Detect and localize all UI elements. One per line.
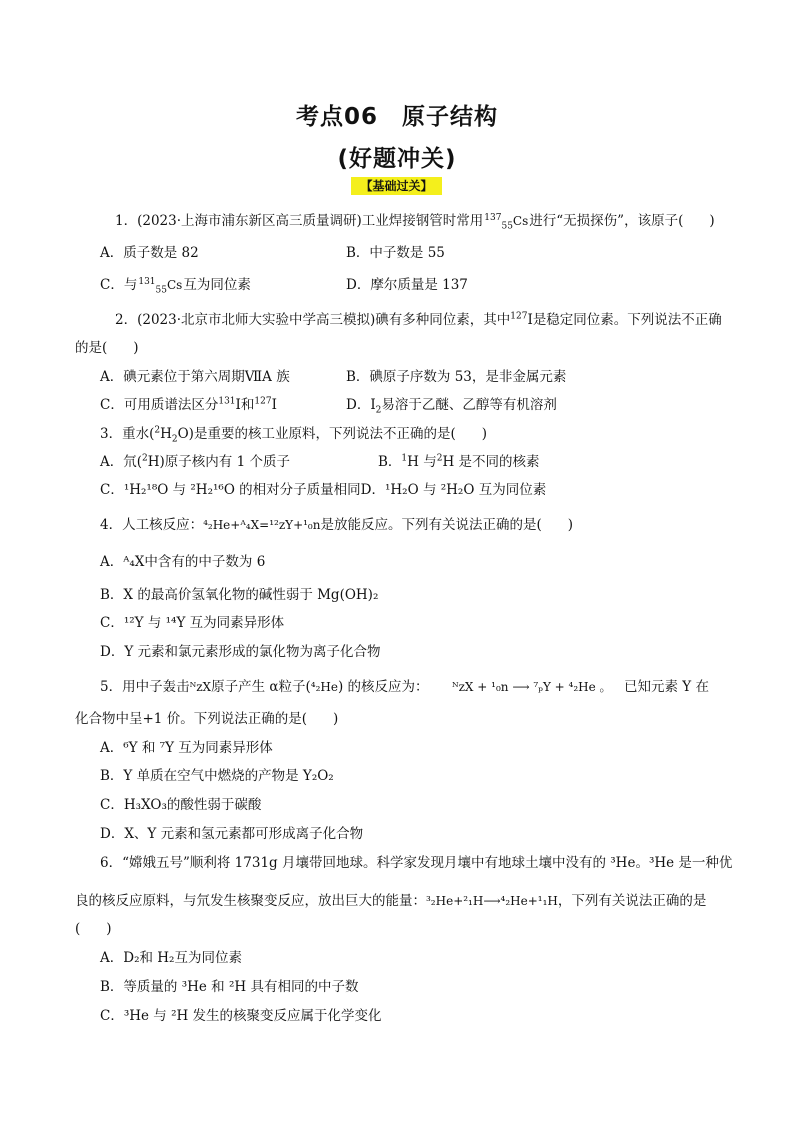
q3-b-sup-1: 1	[401, 453, 408, 464]
q3-option-a-text: A．氘(	[100, 454, 143, 470]
q4-option-c[interactable]: C．¹²Y 与 ¹⁴Y 互为同素异形体	[100, 615, 285, 631]
section-tag: 【基础过关】	[351, 177, 442, 195]
q6-open: (	[75, 921, 81, 937]
q6-close: )	[106, 921, 112, 937]
q3-option-b[interactable]	[378, 453, 540, 471]
q5-isotope-he: ⁴₂He	[310, 680, 338, 694]
q4-option-d[interactable]: D．Y 元素和氯元素形成的氯化物为离子化合物	[100, 644, 381, 660]
q5-option-b[interactable]: B．Y 单质在空气中燃烧的产物是 Y₂O₂	[100, 768, 334, 784]
q1-option-c[interactable]	[100, 276, 251, 294]
q2-c-symbol-2: I	[271, 397, 277, 413]
q3-stem-text: 3．重水(	[100, 426, 155, 442]
q5-option-c[interactable]: C．H₃XO₃的酸性弱于碳酸	[100, 797, 262, 813]
q1-option-a[interactable]: A．质子数是 82	[100, 245, 199, 261]
q4-stem	[100, 516, 573, 534]
q3-option-a[interactable]	[100, 453, 290, 471]
q1-isotope	[484, 212, 528, 230]
q5-isotope-x: ᴺᴢX	[189, 680, 212, 694]
q6-option-c[interactable]: C．³He 与 ²H 发生的核聚变反应属于化学变化	[100, 1008, 382, 1024]
q5-option-a[interactable]: A．⁶Y 和 ⁷Y 互为同素异形体	[100, 740, 273, 756]
q3-stem-h: H	[160, 426, 172, 442]
q4-close: )	[567, 517, 574, 533]
q3-stem-text-2: O)是重要的核工业原料，下列说法不正确的是(	[177, 426, 456, 442]
q2-stem-text-3: 的是(	[75, 340, 108, 356]
q1-option-c-text: C．与	[100, 277, 138, 293]
q2-option-c-text: C．可用质谱法区分	[100, 397, 219, 413]
q2-option-c[interactable]	[100, 396, 277, 414]
page-title: 考点06 原子结构	[295, 104, 498, 130]
q2-c-and: 和	[240, 397, 255, 413]
q1-c-mass: 131	[138, 277, 156, 287]
q4-option-b[interactable]: B．X 的最高价氢氧化物的碱性弱于 Mg(OH)₂	[100, 587, 379, 603]
q3-option-b-text-2: H 与	[407, 454, 437, 470]
q3-option-a-text-2: H)原子核内有 1 个质子	[147, 454, 290, 470]
q4-option-a[interactable]: A．ᴬ₄X中含有的中子数为 6	[100, 554, 266, 570]
q5-close: )	[332, 711, 339, 727]
q3-close: )	[481, 426, 487, 442]
q2-iso-mass: 127	[510, 311, 528, 322]
q5-stem-text: 5．用中子轰击	[100, 679, 190, 695]
q6-option-b[interactable]: B．等质量的 ³He 和 ²H 具有相同的中子数	[100, 979, 359, 995]
q2-option-d[interactable]	[346, 396, 557, 414]
q2-option-d-text: D．I	[346, 397, 376, 413]
q2-option-d-text-2: 易溶于乙醚、乙醇等有机溶剂	[381, 397, 557, 413]
q5-stem	[100, 678, 429, 696]
q6-stem: 6．“嫦娥五号”顺利将 1731g 月壤带回地球。科学家发现月壤中有地球土壤中没有的 ³He。³He 是一种优	[100, 855, 733, 871]
q3-option-c-d[interactable]: C．¹H₂¹⁸O 与 ²H₂¹⁶O 的相对分子质量相同D．¹H₂O 与 ²H₂O 互为同位素	[100, 482, 547, 498]
q1-option-c-isotope	[138, 276, 182, 294]
q6-stem-text-3: ，下列有关说法正确的是	[557, 893, 707, 909]
q6-equation: ³₂He+²₁H⟶⁴₂He+¹₁H	[426, 894, 558, 908]
q2-d-sub: 2	[375, 405, 382, 416]
q2-iso-symbol: I	[527, 312, 533, 328]
q4-equation: ⁴₂He+ᴬ₄X=¹²ᴢY+¹₀n	[203, 518, 321, 532]
q6-stem-cont-2	[75, 920, 112, 938]
q6-stem-text-2: 良的核反应原料，与氘发生核聚变反应，放出巨大的能量：	[75, 893, 426, 909]
q3-option-b-text-3: H 是不同的核素	[442, 454, 540, 470]
q3-b-sup-2: 2	[436, 453, 443, 464]
q6-option-a[interactable]: A．D₂和 H₂互为同位素	[100, 950, 242, 966]
q2-stem-cont	[75, 339, 139, 357]
q5-equation	[452, 678, 612, 696]
q1-c-z: 55	[155, 285, 167, 296]
q5-stem-text-4: 化合物中呈+1 价。下列说法正确的是(	[75, 711, 307, 727]
q1-stem	[115, 212, 715, 230]
q5-stem-text-3: ) 的核反应为：	[337, 679, 429, 695]
q5-stem-cont	[75, 710, 338, 728]
q3-a-sup: 2	[142, 453, 148, 464]
page-subtitle: (好题冲关)	[337, 146, 457, 172]
q1-option-d[interactable]: D．摩尔质量是 137	[346, 277, 468, 293]
q5-equation-text: ᴺᴢX + ¹₀n ⟶ ⁷ₚY + ⁴₂He 。	[452, 680, 612, 694]
q2-close: )	[133, 340, 139, 356]
q3-stem-sup: 2	[154, 425, 161, 436]
q2-stem	[115, 311, 722, 329]
q1-stem-text: 1．(2023·上海市浦东新区高三质量调研)工业焊接钢管时常用	[115, 213, 484, 229]
q2-option-b[interactable]: B．碘原子序数为 53，是非金属元素	[346, 369, 567, 385]
q1-option-b[interactable]: B．中子数是 55	[346, 245, 445, 261]
q4-stem-text: 4．人工核反应：	[100, 517, 204, 533]
q2-c-mass-1: 131	[218, 396, 236, 407]
q1-close: )	[709, 213, 715, 229]
q5-option-d[interactable]: D．X、Y 元素和氢元素都可形成离子化合物	[100, 826, 364, 842]
q2-stem-text: 2．(2023·北京市北师大实验中学高三模拟)碘有多种同位素，其中	[115, 312, 511, 328]
q3-stem	[100, 425, 487, 443]
q5-stem-text-2: 原子产生 α粒子(	[211, 679, 311, 695]
q1-c-symbol: Cs	[166, 278, 183, 292]
q2-c-mass-2: 127	[254, 396, 272, 407]
q1-option-c-text-2: 互为同位素	[183, 277, 251, 293]
q4-stem-text-2: 是放能反应。下列有关说法正确的是(	[320, 517, 542, 533]
q2-option-a[interactable]: A．碘元素位于第六周期ⅦA 族	[100, 369, 290, 385]
q1-stem-text-2: 进行“无损探伤”，该原子(	[529, 213, 684, 229]
q1-iso-z: 55	[501, 221, 513, 232]
q6-stem-cont	[75, 892, 706, 910]
q2-c-symbol-1: I	[235, 397, 241, 413]
q3-option-b-text: B．	[378, 454, 402, 470]
q1-iso-mass: 137	[484, 213, 502, 223]
q2-stem-text-2: 是稳定同位素。下列说法不正确	[532, 312, 722, 328]
q5-stem-tail: 已知元素 Y 在	[624, 679, 709, 695]
q1-iso-symbol: Cs	[512, 214, 529, 228]
q3-stem-sub: 2	[171, 434, 178, 445]
